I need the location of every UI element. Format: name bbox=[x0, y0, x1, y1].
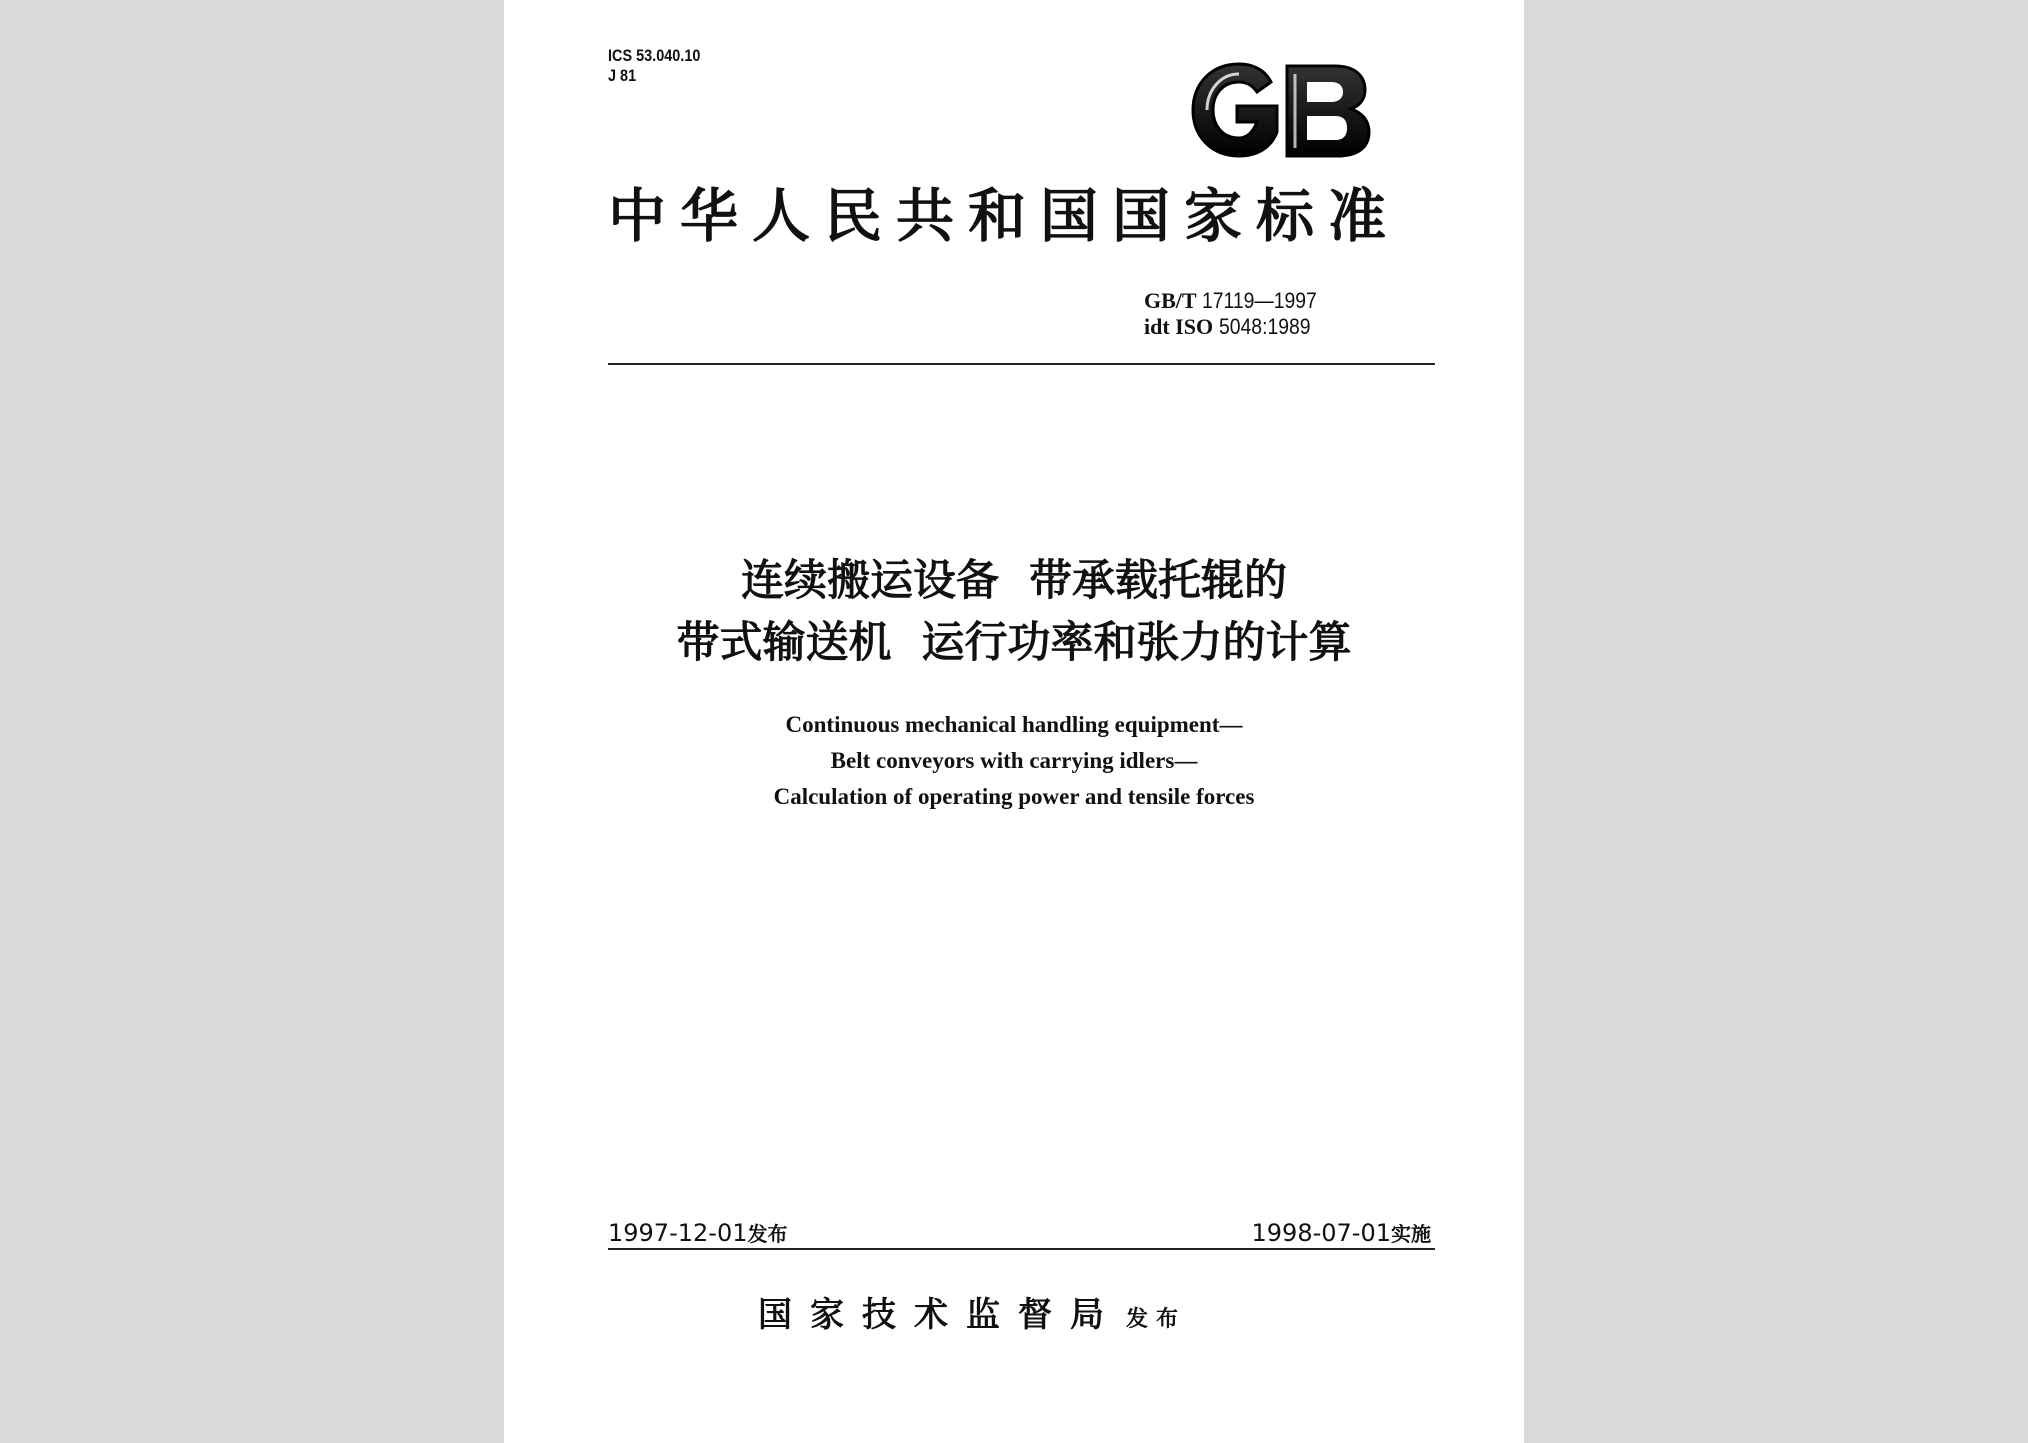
top-divider bbox=[608, 363, 1435, 365]
chinese-title bbox=[504, 550, 1524, 674]
issue-date-value: 1997-12-01 bbox=[608, 1219, 748, 1247]
bottom-divider bbox=[608, 1248, 1435, 1250]
idt-prefix: idt ISO bbox=[1144, 314, 1214, 339]
issue-date bbox=[608, 1219, 787, 1248]
chinese-title-line-1: 连续搬运设备 带承载托辊的 bbox=[741, 556, 1287, 606]
english-title bbox=[504, 707, 1524, 815]
effective-date bbox=[1252, 1219, 1431, 1248]
gb-number: 17119—1997 bbox=[1202, 288, 1317, 313]
gb-logo-mark bbox=[1187, 60, 1372, 160]
effective-date-label: 实施 bbox=[1391, 1222, 1431, 1246]
publisher-label: 发布 bbox=[1126, 1306, 1187, 1332]
document-page bbox=[504, 0, 1524, 1443]
national-standard-heading: 中华人民共和国国家标准 bbox=[608, 182, 1401, 250]
ccs-code: J 81 bbox=[608, 66, 637, 85]
publisher-name: 国家技术监督局 bbox=[758, 1295, 1122, 1335]
standard-number-block bbox=[1144, 288, 1333, 340]
effective-date-value: 1998-07-01 bbox=[1251, 1219, 1391, 1247]
idt-number: 5048:1989 bbox=[1218, 314, 1311, 339]
gb-prefix: GB/T bbox=[1144, 288, 1197, 313]
classification-codes bbox=[608, 46, 700, 86]
english-title-line-3: Calculation of operating power and tensile forces bbox=[773, 784, 1255, 809]
english-title-line-1: Continuous mechanical handling equipment— bbox=[785, 712, 1243, 737]
publisher bbox=[758, 1293, 1186, 1341]
english-title-line-2: Belt conveyors with carrying idlers— bbox=[830, 748, 1198, 773]
chinese-title-line-2: 带式输送机 运行功率和张力的计算 bbox=[676, 618, 1352, 668]
gb-logo bbox=[1187, 60, 1372, 160]
issue-date-label: 发布 bbox=[747, 1222, 788, 1246]
ics-code: ICS 53.040.10 bbox=[608, 46, 701, 65]
